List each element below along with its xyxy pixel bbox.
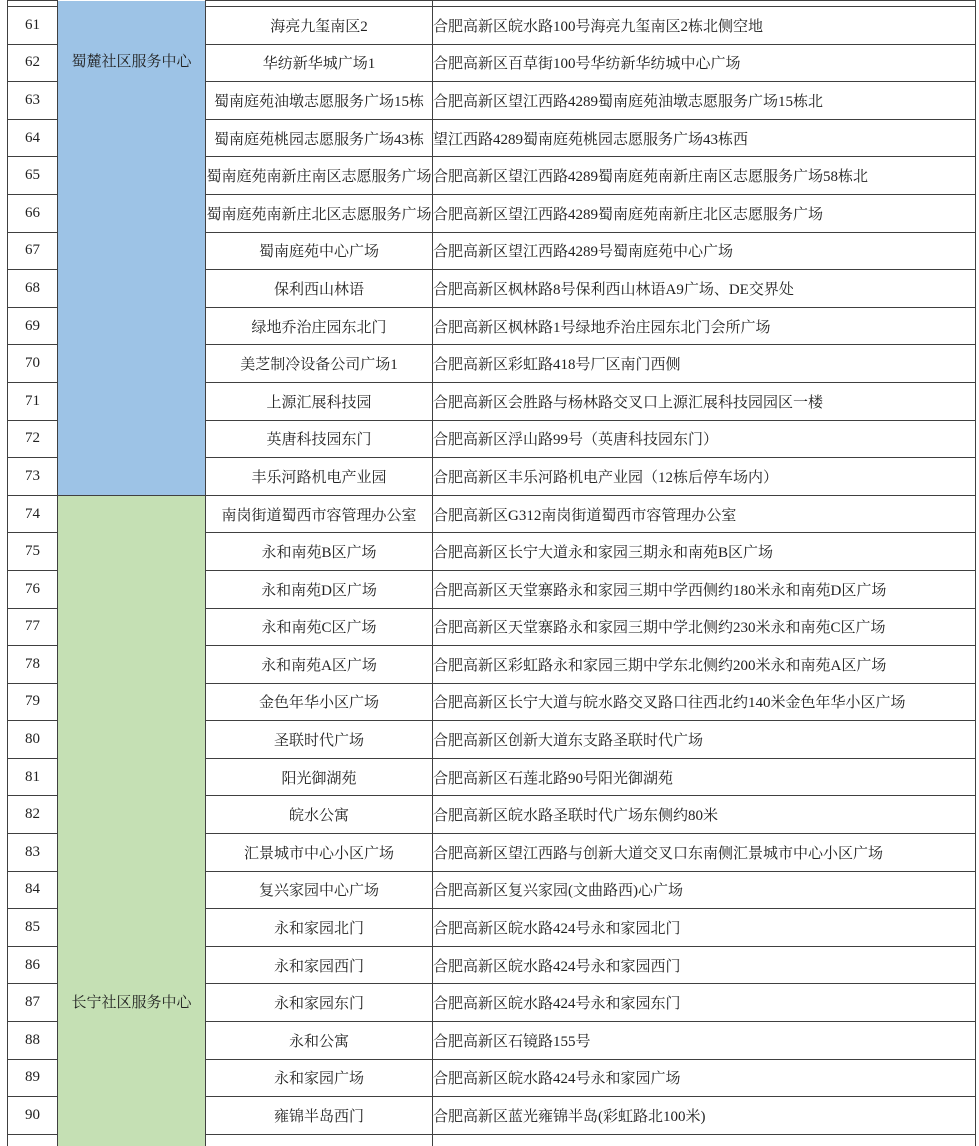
address-cell: 合肥高新区皖水路100号海亮九玺南区2栋北侧空地 [433,7,976,45]
site-name-cell: 金色年华小区广场 [206,683,433,721]
address-cell: 合肥高新区枫林路8号保利西山林语A9广场、DE交界处 [433,270,976,308]
address-cell: 合肥高新区创新大道东支路圣联时代广场 [433,721,976,759]
row-number-cell: 83 [8,834,58,872]
address-cell: 合肥高新区长宁大道与皖水路交叉路口往西北约140米金色年华小区广场 [433,683,976,721]
row-number-cell: 61 [8,7,58,45]
site-name-cell: 绿地乔治庄园东北门 [206,307,433,345]
address-cell: 合肥高新区皖水路424号永和家园东门 [433,984,976,1022]
row-number-cell: 79 [8,683,58,721]
row-number-cell: 75 [8,533,58,571]
site-name-cell: 蜀南庭苑南新庄南区志愿服务广场 [206,157,433,195]
site-name-cell [206,1134,433,1146]
address-cell [433,1134,976,1146]
table-row [8,495,976,533]
address-cell: 合肥高新区天堂寨路永和家园三期中学北侧约230米永和南苑C区广场 [433,608,976,646]
site-name-cell: 永和家园广场 [206,1059,433,1097]
row-number-cell: 73 [8,458,58,496]
row-number-cell: 76 [8,570,58,608]
row-number-cell: 78 [8,646,58,684]
site-name-cell: 雍锦半岛西门 [206,1097,433,1135]
site-name-cell: 永和南苑A区广场 [206,646,433,684]
address-cell: 合肥高新区皖水路424号永和家园北门 [433,909,976,947]
address-cell: 合肥高新区石莲北路90号阳光御湖苑 [433,758,976,796]
row-number-cell: 66 [8,194,58,232]
site-name-cell: 永和南苑D区广场 [206,570,433,608]
row-number-cell: 89 [8,1059,58,1097]
table-body [8,1,976,1146]
site-name-cell: 汇景城市中心小区广场 [206,834,433,872]
site-name-cell: 圣联时代广场 [206,721,433,759]
address-cell: 合肥高新区彩虹路永和家园三期中学东北侧约200米永和南苑A区广场 [433,646,976,684]
row-number-cell: 74 [8,495,58,533]
address-cell: 合肥高新区复兴家园(文曲路西)心广场 [433,871,976,909]
site-name-cell: 皖水公寓 [206,796,433,834]
row-number-cell: 81 [8,758,58,796]
row-number-cell: 87 [8,984,58,1022]
address-cell: 合肥高新区石镜路155号 [433,1022,976,1060]
address-cell: 合肥高新区枫林路1号绿地乔治庄园东北门会所广场 [433,307,976,345]
site-name-cell: 丰乐河路机电产业园 [206,458,433,496]
row-number-cell: 63 [8,82,58,120]
site-name-cell: 南岗街道蜀西市容管理办公室 [206,495,433,533]
site-name-cell: 蜀南庭苑南新庄北区志愿服务广场 [206,194,433,232]
row-number-cell: 80 [8,721,58,759]
site-name-cell: 蜀南庭苑油墩志愿服务广场15栋 [206,82,433,120]
row-number-cell [8,1134,58,1146]
site-name-cell: 永和南苑B区广场 [206,533,433,571]
address-cell: 合肥高新区会胜路与杨林路交叉口上源汇展科技园园区一楼 [433,382,976,420]
row-number-cell: 68 [8,270,58,308]
site-name-cell: 海亮九玺南区2 [206,7,433,45]
row-number-cell: 70 [8,345,58,383]
group-cell-shulu [58,1,206,496]
address-cell: 合肥高新区长宁大道永和家园三期永和南苑B区广场 [433,533,976,571]
testing-sites-table [7,0,976,1146]
row-number-cell: 67 [8,232,58,270]
address-cell: 合肥高新区望江西路4289蜀南庭苑南新庄南区志愿服务广场58栋北 [433,157,976,195]
address-cell: 合肥高新区皖水路424号永和家园西门 [433,946,976,984]
row-number-cell: 86 [8,946,58,984]
row-number-cell: 77 [8,608,58,646]
site-name-cell: 美芝制冷设备公司广场1 [206,345,433,383]
address-cell: 合肥高新区望江西路4289蜀南庭苑南新庄北区志愿服务广场 [433,194,976,232]
site-name-cell: 永和家园东门 [206,984,433,1022]
address-cell: 合肥高新区望江西路4289蜀南庭苑油墩志愿服务广场15栋北 [433,82,976,120]
address-cell: 合肥高新区百草街100号华纺新华纺城中心广场 [433,44,976,82]
site-name-cell: 保利西山林语 [206,270,433,308]
row-number-cell: 90 [8,1097,58,1135]
address-cell: 合肥高新区丰乐河路机电产业园（12栋后停车场内） [433,458,976,496]
site-name-cell: 上源汇展科技园 [206,382,433,420]
site-name-cell: 英唐科技园东门 [206,420,433,458]
row-number-cell: 82 [8,796,58,834]
address-cell: 合肥高新区G312南岗街道蜀西市容管理办公室 [433,495,976,533]
site-name-cell: 华纺新华城广场1 [206,44,433,82]
row-number-cell: 62 [8,44,58,82]
address-cell: 合肥高新区皖水路圣联时代广场东侧约80米 [433,796,976,834]
address-cell: 合肥高新区望江西路与创新大道交叉口东南侧汇景城市中心小区广场 [433,834,976,872]
address-cell: 合肥高新区蓝光雍锦半岛(彩虹路北100米) [433,1097,976,1135]
site-name-cell: 蜀南庭苑桃园志愿服务广场43栋 [206,119,433,157]
row-number-cell: 85 [8,909,58,947]
row-number-cell: 69 [8,307,58,345]
address-cell: 合肥高新区天堂寨路永和家园三期中学西侧约180米永和南苑D区广场 [433,570,976,608]
row-number-cell: 64 [8,119,58,157]
row-number-cell: 88 [8,1022,58,1060]
address-cell: 合肥高新区望江西路4289号蜀南庭苑中心广场 [433,232,976,270]
group-label-shulu: 蜀麓社区服务中心 [71,54,192,71]
row-number-cell: 65 [8,157,58,195]
address-cell: 望江西路4289蜀南庭苑桃园志愿服务广场43栋西 [433,119,976,157]
site-name-cell: 永和家园西门 [206,946,433,984]
group-cell-changning [58,495,206,1146]
site-name-cell: 蜀南庭苑中心广场 [206,232,433,270]
row-number-cell: 84 [8,871,58,909]
site-name-cell: 复兴家园中心广场 [206,871,433,909]
address-cell: 合肥高新区浮山路99号（英唐科技园东门） [433,420,976,458]
row-number-cell: 71 [8,382,58,420]
site-name-cell: 永和公寓 [206,1022,433,1060]
site-name-cell: 永和南苑C区广场 [206,608,433,646]
site-name-cell: 永和家园北门 [206,909,433,947]
address-cell: 合肥高新区彩虹路418号厂区南门西侧 [433,345,976,383]
group-label-changning: 长宁社区服务中心 [71,994,192,1011]
site-name-cell: 阳光御湖苑 [206,758,433,796]
row-number-cell: 72 [8,420,58,458]
address-cell: 合肥高新区皖水路424号永和家园广场 [433,1059,976,1097]
